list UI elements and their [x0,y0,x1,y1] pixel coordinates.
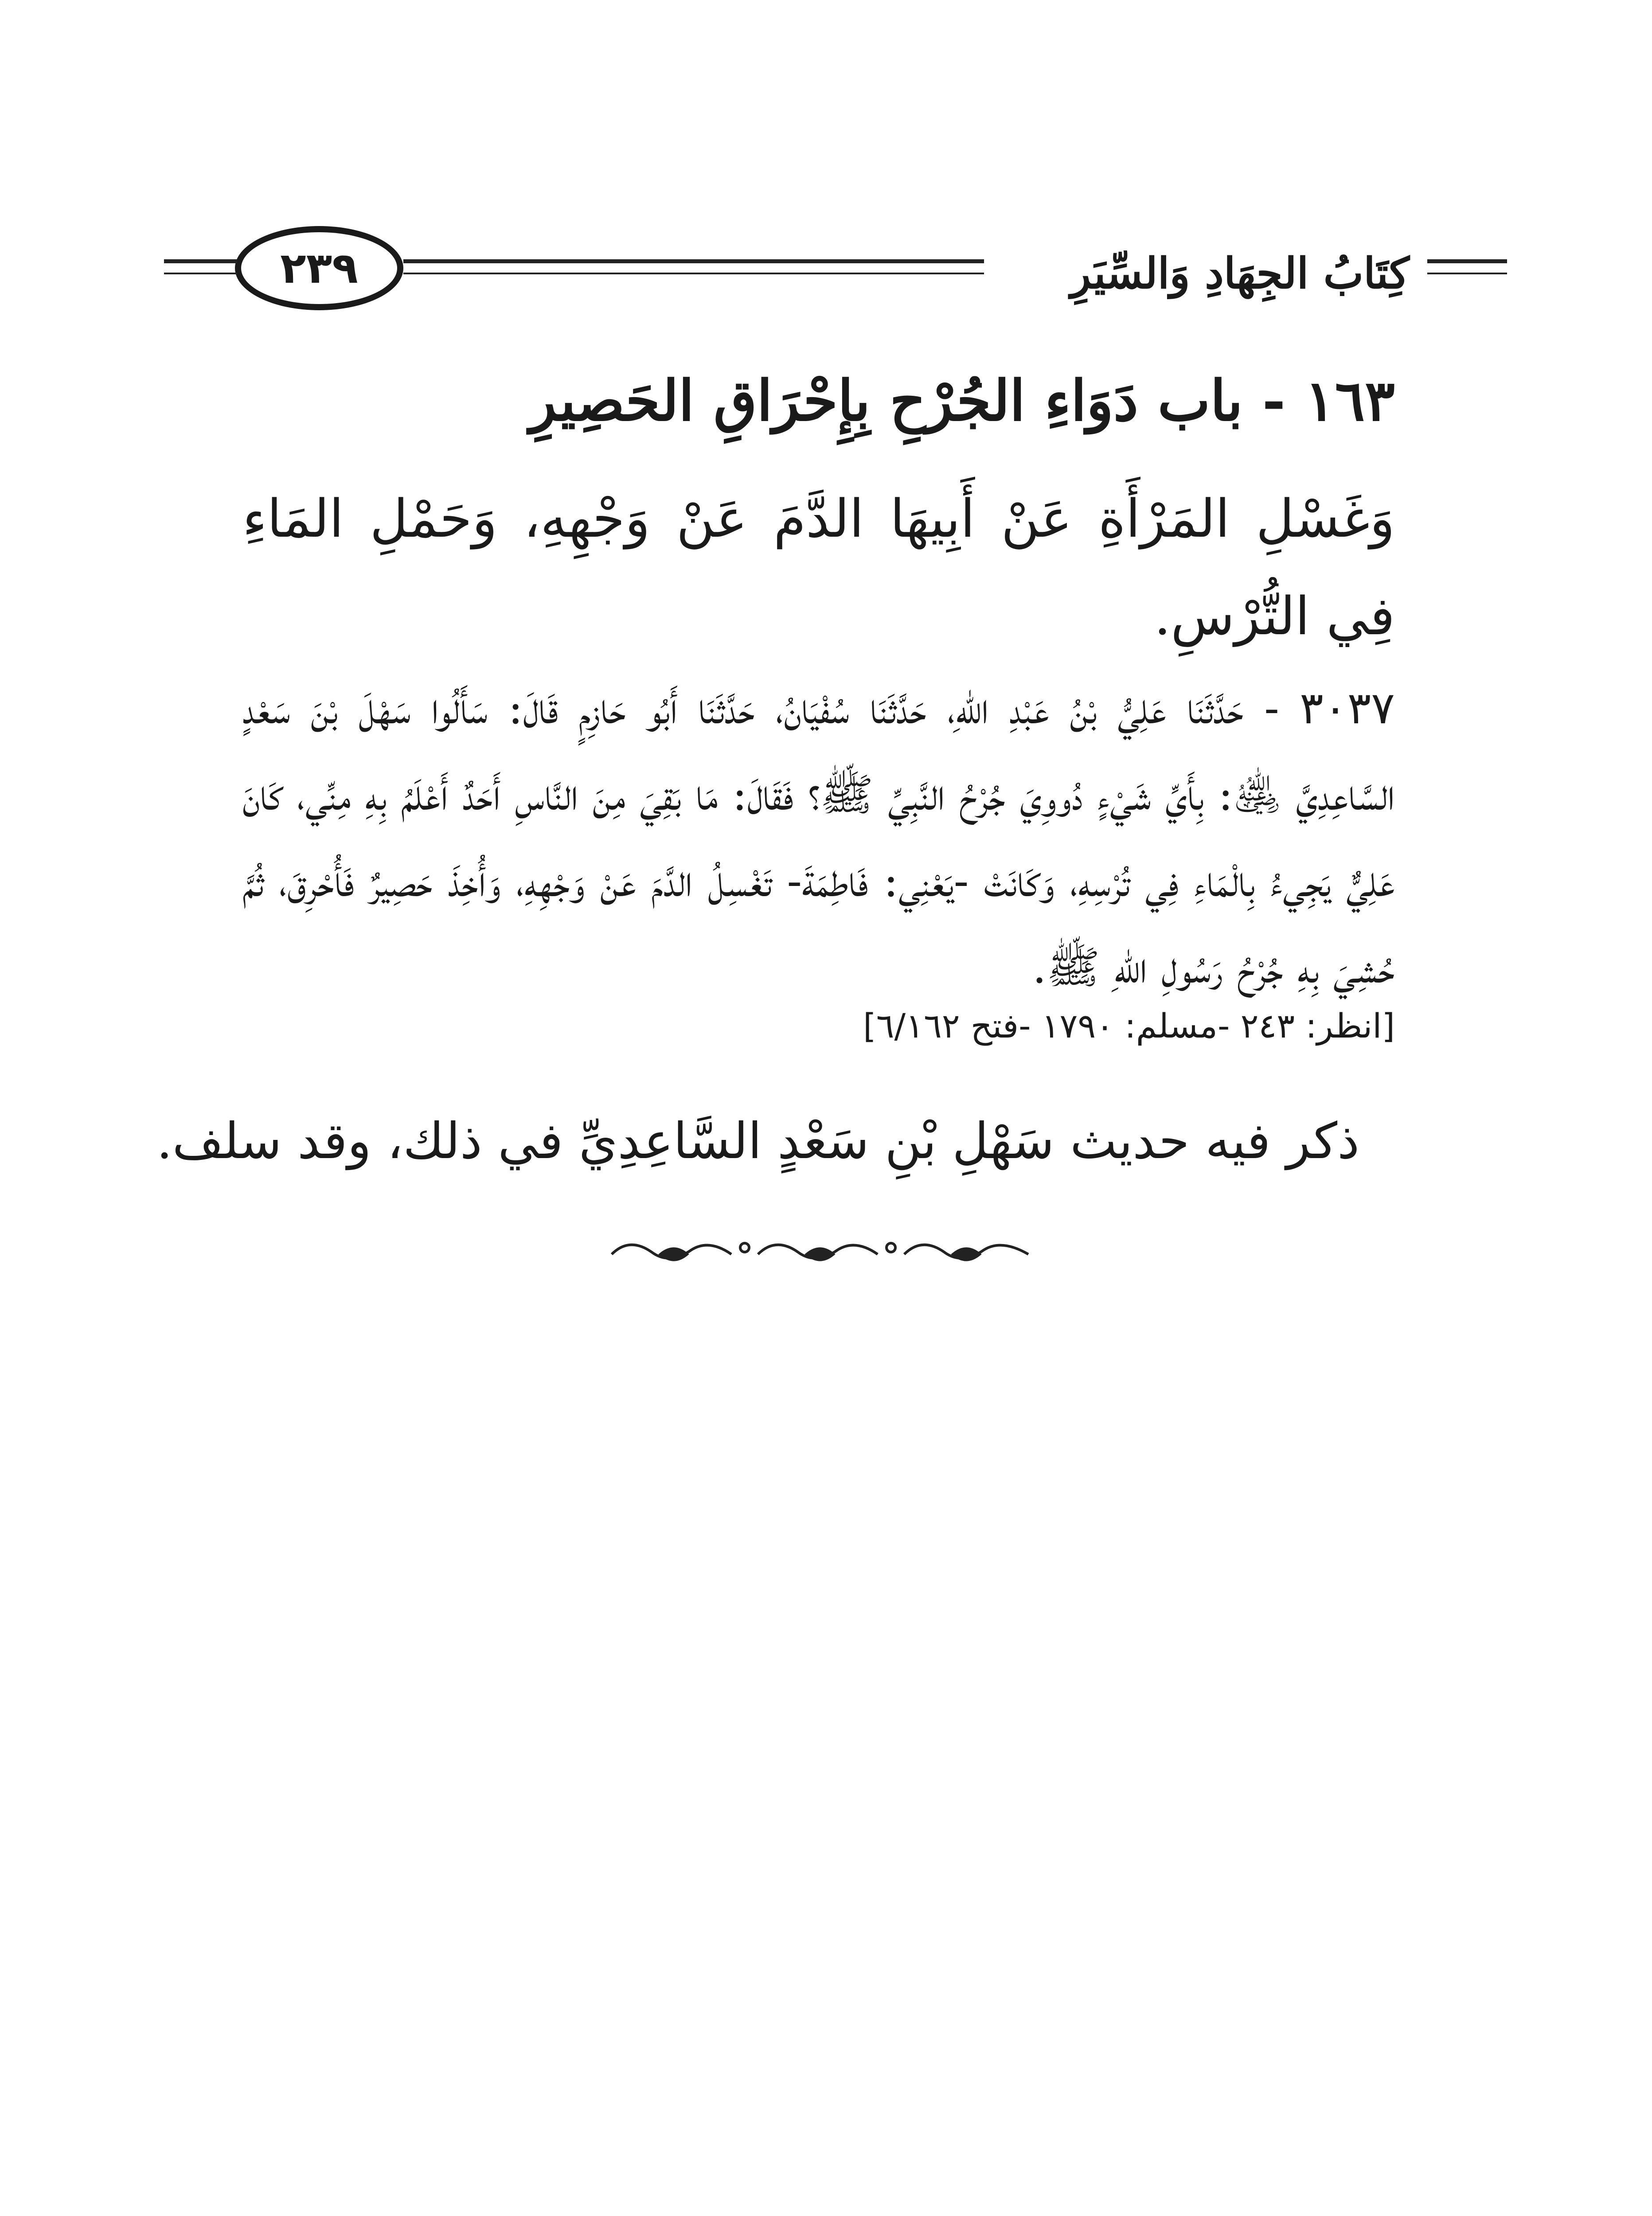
chapter-title: ١٦٣ - باب دَوَاءِ الجُرْحِ بِإِحْرَاقِ الحَصِيرِ [529,368,1395,433]
header-rule-right-top [1427,259,1507,263]
header-rule-left-top [164,259,237,263]
page-number: ٢٣٩ [280,243,358,293]
header-rule-right-bottom [1427,273,1507,274]
chapter-subtitle: وَغَسْلِ المَرْأَةِ عَنْ أَبِيهَا الدَّمَ عَنْ وَجْهِهِ، وَحَمْلِ المَاءِ فِي التُّرْسِ. [242,488,1395,647]
commentary-text: ذكر فيه حديث سَهْلِ بْنِ سَعْدٍ السَّاعِدِيِّ في ذلك، وقد سلف. [156,1112,1359,1170]
floral-divider-icon [603,1228,1046,1276]
header-rule-left-bottom [164,273,237,274]
book-title: كِتَابُ الجِهَادِ وَالسِّيَرِ [1070,248,1410,298]
page-number-badge [235,226,403,310]
hadith-text: ٣٠٣٧ - حَدَّثَنَا عَلِيُّ بْنُ عَبْدِ اللهِ، حَدَّثَنَا سُفْيَانُ، حَدَّثَنَا أَبُو حَازِمٍ قَالَ: سَأَلُوا سَهْلَ بْنَ سَعْدٍ السَّاعِدِيَّ ﵁: بِأَيِّ شَيْءٍ دُووِيَ جُرْحُ النَّبِيِّ ﷺ؟ فَقَالَ: مَا بَقِيَ مِنَ النَّاسِ أَحَدٌ أَعْلَمُ بِهِ مِنِّي، كَانَ عَلِيٌّ يَجِيءُ بِالْمَاءِ فِي تُرْسِهِ، وَكَانَتْ -يَعْنِي: فَاطِمَةَ- تَغْسِلُ الدَّمَ عَنْ وَجْهِهِ، وَأُخِذَ حَصِيرٌ فَأُحْرِقَ، ثُمَّ حُشِيَ بِهِ جُرْحُ رَسُولِ اللهِ ﷺ. [242,682,1395,993]
page-header [164,217,1507,319]
header-rule-middle-top [403,259,984,263]
header-rule-middle-bottom [403,273,984,274]
hadith-reference: [انظر: ٢٤٣ -مسلم: ١٧٩٠ -فتح ٦/١٦٢] [863,1006,1395,1046]
